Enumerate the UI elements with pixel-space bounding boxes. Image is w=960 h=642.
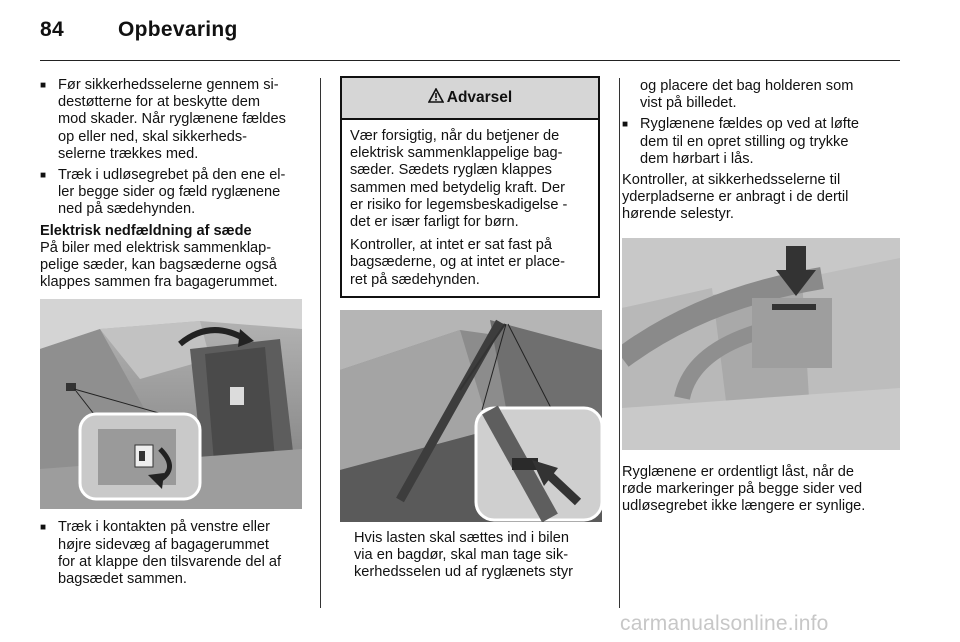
text-line: sæder. Sædets ryglæn klappes: [350, 162, 552, 179]
text-line: bagsæderne, og at intet er place-: [350, 254, 565, 271]
bullet-seatbelts: [40, 77, 302, 163]
bullet-pull-switch: [40, 519, 302, 588]
caption-seatbelt: [340, 530, 600, 582]
text-line: og placere det bag holderen som: [640, 78, 854, 94]
text-line: Kontroller, at intet er sat fast på: [350, 237, 552, 254]
warning-box: [340, 76, 600, 298]
warning-triangle-icon: [428, 88, 444, 107]
column-2: [340, 76, 600, 581]
figure-lock-indicator: [622, 238, 900, 450]
text-line: Vær forsigtig, når du betjener de: [350, 128, 560, 144]
text-line: ned på sædehynden.: [58, 201, 196, 218]
text-line: dem til en opret stilling og trykke: [640, 133, 849, 150]
paragraph-check-seatbelts: [622, 172, 902, 224]
figure-seatbelt-guide: [340, 310, 602, 522]
text-line: yderpladserne er anbragt i de dertil: [622, 189, 849, 206]
text-line: højre sidevæg af bagagerummet: [58, 536, 269, 553]
text-line: ■ Træk i udløsegrebet på den ene el-: [58, 167, 286, 184]
text-line: via en bagdør, skal man tage sik-: [354, 547, 569, 564]
text-line: elektrisk sammenklappelige bag-: [350, 145, 563, 162]
text-line: pelige sæder, kan bagsæderne også: [40, 257, 277, 274]
text-line: Ryglænene er ordentligt låst, når de: [622, 463, 855, 480]
warning-paragraph-1: [350, 128, 592, 231]
figure-cargo-switch: [40, 299, 302, 509]
page-header: [40, 16, 900, 60]
text-line: Hvis lasten skal sættes ind i bilen: [354, 529, 569, 546]
bullet-continuation: [622, 78, 902, 112]
text-line: dem hørbart i lås.: [640, 150, 754, 167]
bullet-release-lever: [40, 167, 302, 219]
page-number: 84: [40, 18, 64, 41]
bullet-raise-backrest: [622, 116, 902, 168]
column-1: [40, 77, 302, 592]
warning-body: [342, 120, 598, 296]
warning-header: [342, 78, 598, 120]
column-divider-2: [619, 78, 620, 608]
text-line: klappes sammen fra bagagerummet.: [40, 274, 278, 291]
text-line: ■ Træk i kontakten på venstre eller: [58, 519, 270, 536]
text-line: det er især farligt for børn.: [350, 214, 519, 231]
text-line: På biler med elektrisk sammenklap-: [40, 239, 272, 256]
text-line: bagsædet sammen.: [58, 571, 187, 588]
header-rule: [40, 60, 900, 61]
column-divider-1: [320, 78, 321, 608]
text-line: ler begge sider og fæld ryglænene: [58, 184, 281, 201]
text-line: op eller ned, skal sikkerheds-: [58, 128, 247, 145]
text-line: kerhedsselen ud af ryglænets styr: [354, 564, 574, 581]
column-3: [622, 78, 902, 519]
watermark: carmanualsonline.info: [620, 612, 829, 635]
text-line: hørende selestyr.: [622, 206, 734, 223]
warning-title: Advarsel: [446, 89, 513, 107]
paragraph-electric-fold: [40, 240, 302, 292]
text-line: ret på sædehynden.: [350, 271, 480, 288]
paragraph-locked-indicator: [622, 464, 902, 516]
page-title: Opbevaring: [118, 18, 238, 41]
text-line: er risiko for legemsbeskadigelse -: [350, 196, 568, 213]
text-line: destøtterne for at beskytte dem: [58, 94, 260, 111]
subheading-electric-fold: Elektrisk nedfældning af sæde: [40, 222, 252, 239]
text-line: udløsegrebet ikke længere er synlige.: [622, 498, 866, 515]
warning-paragraph-2: [350, 237, 592, 289]
text-line: vist på billedet.: [640, 95, 737, 112]
text-line: ■ Før sikkerhedsselerne gennem si-: [58, 77, 279, 93]
text-line: Kontroller, at sikkerhedsselerne til: [622, 172, 841, 189]
text-line: mod skader. Når ryglænene fældes: [58, 111, 286, 128]
text-line: sammen med betydelig kraft. Der: [350, 179, 565, 196]
text-line: for at klappe den tilsvarende del af: [58, 553, 282, 570]
text-line: ■ Ryglænene fældes op ved at løfte: [640, 116, 860, 133]
text-line: selerne trækkes med.: [58, 145, 199, 162]
text-line: røde markeringer på begge sider ved: [622, 480, 863, 497]
